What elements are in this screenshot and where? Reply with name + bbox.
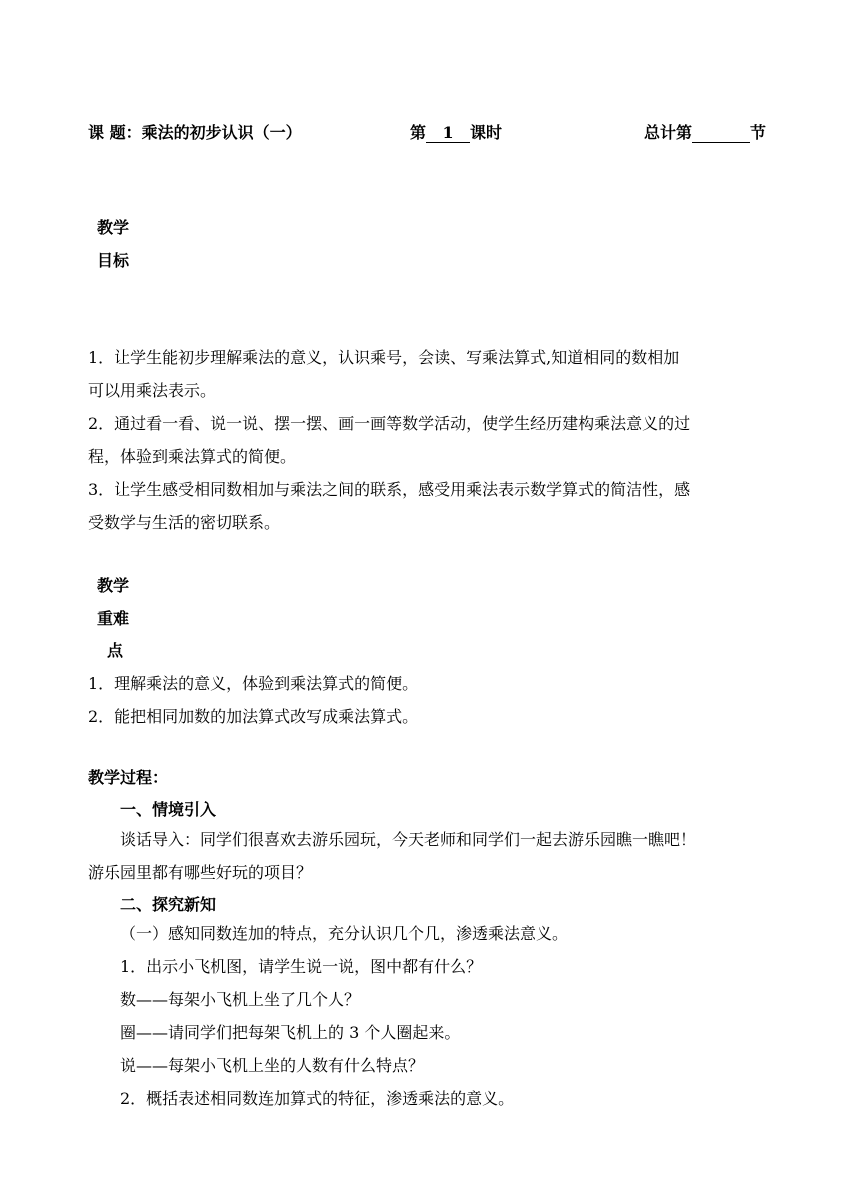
total-count-line: [644, 120, 766, 143]
section2-line: 圈——请同学们把每架飞机上的 3 个人圈起来。: [120, 1023, 461, 1042]
lesson-number: 1: [426, 123, 470, 143]
keypoints-label-2: 重难: [97, 609, 130, 628]
total-number: [692, 124, 750, 143]
section2-title: 二、探究新知: [120, 895, 217, 914]
section2-body: [120, 917, 780, 1115]
section2-line: （一）感知同数连加的特点，充分认识几个几，渗透乘法意义。: [120, 924, 569, 943]
objective-line: 1．让学生能初步理解乘法的意义，认识乘号，会读、写乘法算式,知道相同的数相加: [88, 348, 680, 367]
keypoints-label-1: 教学: [97, 576, 130, 595]
objective-line: 3．让学生感受相同数相加与乘法之间的联系，感受用乘法表示数学算式的简洁性，感: [88, 480, 691, 499]
keypoints-list: [88, 667, 778, 733]
section2-line: 2．概括表述相同数连加算式的特征，渗透乘法的意义。: [120, 1089, 515, 1108]
process-heading: 教学过程：: [88, 768, 169, 787]
section1-line: 谈话导入：同学们很喜欢去游乐园玩，今天老师和同学们一起去游乐园瞧一瞧吧！: [120, 830, 697, 849]
objectives-list: [88, 341, 778, 539]
keypoint-line: 1．理解乘法的意义，体验到乘法算式的简便。: [88, 674, 419, 693]
objectives-label-1: 教学: [97, 218, 130, 237]
section1-title: 一、情境引入: [120, 800, 217, 819]
section2-line: 1．出示小飞机图，请学生说一说，图中都有什么？: [120, 957, 483, 976]
objective-line: 2．通过看一看、说一说、摆一摆、画一画等数学活动，使学生经历建构乘法意义的过: [88, 414, 691, 433]
objective-line: 受数学与生活的密切联系。: [88, 513, 281, 532]
section2-line: 数——每架小飞机上坐了几个人？: [120, 990, 361, 1009]
objectives-label-2: 目标: [97, 251, 130, 270]
keypoints-label-3: 点: [107, 641, 124, 660]
objective-line: 程，体验到乘法算式的简便。: [88, 447, 297, 466]
lesson-suffix: 课时: [470, 123, 503, 142]
section2-line: 说——每架小飞机上坐的人数有什么特点？: [120, 1056, 425, 1075]
total-prefix: 总计第: [644, 123, 693, 142]
keypoint-line: 2．能把相同加数的加法算式改写成乘法算式。: [88, 707, 419, 726]
lesson-prefix: 第: [410, 123, 427, 142]
lesson-title: 课 题：乘法的初步认识（一）: [88, 123, 302, 142]
objective-line: 可以用乘法表示。: [88, 381, 217, 400]
section1-body: [88, 823, 778, 889]
lesson-number-line: [410, 120, 502, 143]
total-suffix: 节: [750, 123, 767, 142]
section1-line: 游乐园里都有哪些好玩的项目？: [88, 863, 313, 882]
